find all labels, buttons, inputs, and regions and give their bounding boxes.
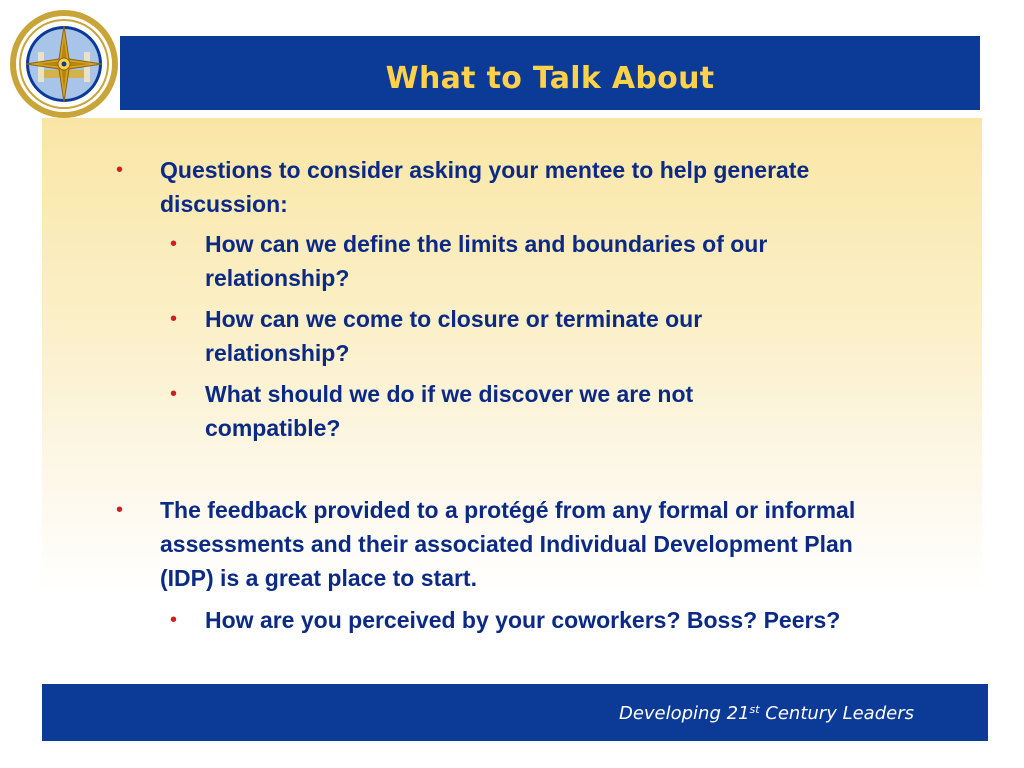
bullet-item xyxy=(118,493,918,595)
bullet-item xyxy=(118,153,878,221)
navy-seal-compass-icon xyxy=(8,8,120,120)
subbullet-text: What should we do if we discover we are not compatible? xyxy=(205,381,694,441)
bullet-mark: • xyxy=(170,233,178,255)
bullet-text: Questions to consider asking your mentee to help generate discussion: xyxy=(160,157,810,217)
subbullet-item xyxy=(170,302,910,370)
subbullet-item xyxy=(170,227,910,295)
slide-title: What to Talk About xyxy=(385,61,715,96)
bullet-text: The feedback provided to a protégé from any formal or informal assessments and their associated Individual Development Plan (IDP) is a great place to start. xyxy=(160,497,856,591)
bullet-mark: • xyxy=(170,308,178,330)
bullet-mark: • xyxy=(170,609,178,631)
subbullet-item xyxy=(170,603,910,637)
navy-seal-logo xyxy=(8,8,120,120)
subbullet-text: How can we come to closure or terminate our relationship? xyxy=(205,306,703,366)
subbullet-item xyxy=(170,377,910,445)
bullet-mark: • xyxy=(170,383,178,405)
footer-superscript: st xyxy=(749,703,760,716)
footer-bar xyxy=(42,684,988,741)
subbullet-text: How can we define the limits and boundaries of our relationship? xyxy=(205,231,768,291)
footer-prefix: Developing 21 xyxy=(618,703,750,724)
footer-tagline xyxy=(619,684,914,740)
bullet-mark: • xyxy=(116,159,124,181)
title-bar xyxy=(120,36,980,110)
subbullet-text: How are you perceived by your coworkers? Boss? Peers? xyxy=(205,607,841,633)
footer-suffix: Century Leaders xyxy=(759,703,914,724)
bullet-mark: • xyxy=(116,499,124,521)
